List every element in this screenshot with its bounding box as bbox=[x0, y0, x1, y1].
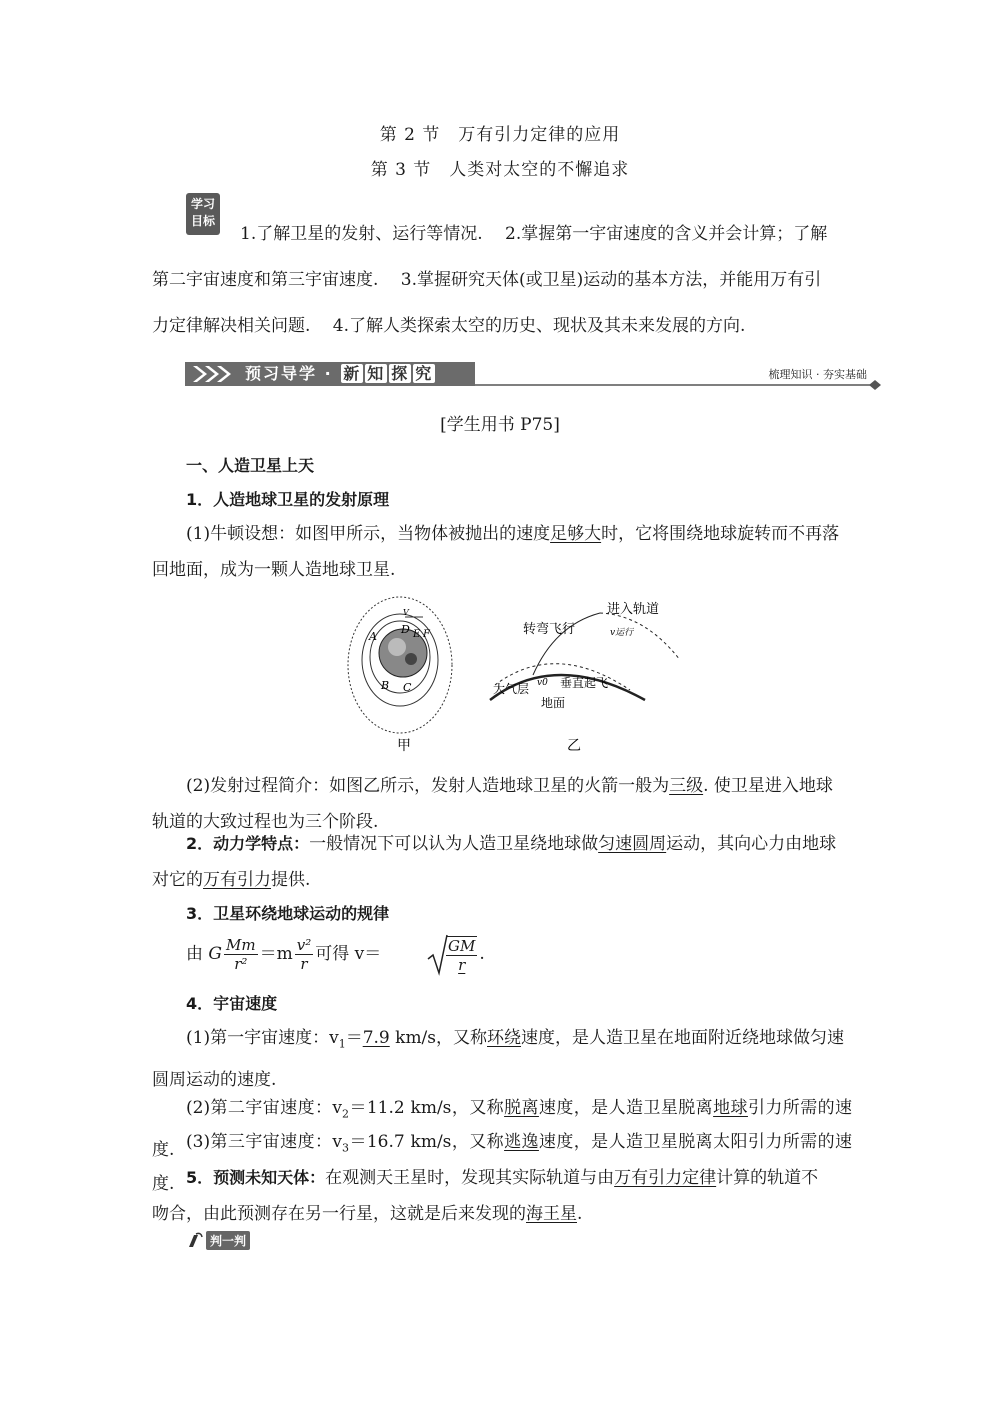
label-B: B bbox=[381, 679, 390, 692]
banner-part1: 预习导学 bbox=[245, 364, 318, 383]
p2-text-a: (2)发射过程简介：如图乙所示，发射人造地球卫星的火箭一般为 bbox=[186, 776, 670, 796]
formula-end: . bbox=[479, 944, 485, 964]
v1-text-e: 圆周运动的速度. bbox=[152, 1070, 277, 1091]
dynamics-underline-2: 万有引力 bbox=[203, 870, 271, 890]
figure-newton bbox=[348, 597, 452, 733]
pen-icon bbox=[186, 1231, 204, 1249]
v2-text-c: 速度，是人造卫星脱离 bbox=[538, 1098, 714, 1118]
label-E: E bbox=[413, 629, 421, 640]
fraction-v2-r bbox=[295, 936, 314, 973]
dynamics-underline-1: 匀速圆周 bbox=[598, 834, 667, 854]
label-V: V bbox=[403, 608, 409, 617]
fraction-Mm-r2 bbox=[224, 936, 258, 973]
preview-banner bbox=[185, 360, 885, 390]
learning-goals-badge bbox=[186, 193, 220, 235]
v3-underline: 逃逸 bbox=[504, 1132, 539, 1152]
label-A: A bbox=[369, 630, 377, 643]
predict-underline-2: 海王星 bbox=[526, 1204, 577, 1224]
v2-text-b: ＝11.2 km/s，又称 bbox=[349, 1098, 505, 1118]
caption-left: 甲 bbox=[397, 738, 411, 754]
label-atmosphere: 大气层 bbox=[493, 682, 530, 696]
label-vertical-launch: 垂直起飞 bbox=[560, 676, 609, 690]
badge-line-2: 目标 bbox=[190, 214, 215, 228]
frac-den-r: r bbox=[300, 955, 308, 973]
v1-value: 7.9 bbox=[362, 1028, 390, 1048]
launch-figures bbox=[345, 595, 685, 760]
figure-launch bbox=[490, 601, 680, 710]
label-ground: 地面 bbox=[541, 696, 566, 710]
label-C: C bbox=[403, 681, 412, 694]
v1-text-a: (1)第一宇宙速度：v bbox=[186, 1028, 339, 1048]
predict-underline-1: 万有引力定律 bbox=[614, 1168, 717, 1188]
dynamics-text-d: 提供. bbox=[271, 870, 311, 890]
predict-text-a: 在观测天王星时，发现其实际轨道与由 bbox=[325, 1168, 615, 1188]
fraction-GM-r bbox=[446, 936, 477, 974]
v2-underline-2: 地球 bbox=[713, 1098, 748, 1118]
label-v-run: v运行 bbox=[610, 628, 634, 638]
predict-text-c: 吻合，由此预测存在另一行星，这就是后来发现的 bbox=[152, 1204, 526, 1224]
subheading-1: 1．人造地球卫星的发射原理 bbox=[186, 490, 390, 509]
banner-subtitle: 梳理知识 · 夯实基础 bbox=[768, 368, 867, 381]
predict-text-b: 计算的轨道不 bbox=[716, 1168, 819, 1188]
v1-underline: 环绕 bbox=[487, 1028, 522, 1048]
predict-heading: 5．预测未知天体： bbox=[186, 1168, 326, 1187]
frac-num-GM: GM bbox=[448, 936, 476, 955]
banner-hl-3: 探 bbox=[391, 364, 410, 383]
label-v0: v0 bbox=[537, 678, 548, 688]
formula-G: G bbox=[208, 944, 222, 964]
subheading-3: 3．卫星环绕地球运动的规律 bbox=[186, 904, 390, 923]
subheading-4: 4．宇宙速度 bbox=[186, 994, 278, 1013]
banner-title bbox=[245, 362, 436, 386]
p1-text-a: (1)牛顿设想：如图甲所示，当物体被抛出的速度 bbox=[186, 524, 551, 544]
formula-you: 由 bbox=[186, 944, 203, 964]
label-D: D bbox=[401, 623, 410, 636]
dynamics-heading: 2．动力学特点： bbox=[186, 834, 310, 853]
judge-marker bbox=[186, 1230, 250, 1250]
dynamics-text-a: 一般情况下可以认为人造卫星绕地球做 bbox=[309, 834, 599, 854]
sqrt-icon bbox=[426, 933, 448, 977]
badge-line-1: 学习 bbox=[190, 197, 215, 211]
section-heading-1: 一、人造卫星上天 bbox=[186, 456, 315, 475]
formula-result: 可得 v＝ bbox=[315, 944, 382, 964]
caption-right: 乙 bbox=[567, 738, 581, 754]
objectives-line-2: 第二宇宙速度和第三宇宙速度. 3.掌握研究天体(或卫星)运动的基本方法，并能用万有引 bbox=[152, 270, 822, 290]
section-title-1: 第 2 节 万有引力定律的应用 bbox=[379, 125, 621, 145]
p2-text-c: 轨道的大致过程也为三个阶段. bbox=[152, 812, 379, 832]
p2-underline: 三级 bbox=[669, 776, 704, 796]
objectives-line-3: 力定律解决相关问题. 4.了解人类探索太空的历史、现状及其未来发展的方向. bbox=[152, 316, 746, 336]
formula-eq: ＝m bbox=[259, 944, 293, 964]
frac-num-Mm: Mm bbox=[226, 936, 256, 954]
orbit-formula bbox=[186, 932, 485, 976]
v2-sub: 2 bbox=[342, 1107, 350, 1121]
v1-text-b: ＝ bbox=[345, 1028, 363, 1048]
v3-text-c: 速度，是人造卫星脱离太阳引力所需的速度. bbox=[152, 1132, 853, 1195]
banner-dot: · bbox=[324, 364, 333, 383]
dynamics-text-b: 运动，其向心力由地球 bbox=[666, 834, 837, 854]
p1-underline: 足够大 bbox=[550, 524, 602, 544]
paragraph-newton bbox=[152, 516, 852, 588]
frac-den-r-under: r bbox=[458, 955, 466, 974]
paragraph-predict bbox=[152, 1160, 852, 1232]
p2-text-b: . 使卫星进入地球 bbox=[703, 776, 833, 796]
banner-hl-4: 究 bbox=[415, 364, 434, 383]
p1-text-b: 时，它将围绕地球旋转而不再落 bbox=[601, 524, 840, 544]
banner-hl-2: 知 bbox=[367, 364, 386, 383]
v2-text-a: (2)第二宇宙速度：v bbox=[186, 1098, 343, 1118]
predict-text-d: . bbox=[577, 1204, 583, 1224]
objectives-line-1: 1.了解卫星的发射、运行等情况. 2.掌握第一宇宙速度的含义并会计算；了解 bbox=[240, 224, 828, 244]
v3-text-a: (3)第三宇宙速度：v bbox=[186, 1132, 343, 1152]
v1-text-d: 速度，是人造卫星在地面附近绕地球做匀速 bbox=[521, 1028, 845, 1048]
frac-den-r2: r² bbox=[234, 955, 248, 973]
v1-text-c: km/s，又称 bbox=[389, 1028, 488, 1048]
cosmic-velocity-1 bbox=[152, 1020, 852, 1098]
p1-text-c: 回地面，成为一颗人造地球卫星. bbox=[152, 560, 396, 580]
v2-text-d: 引力所需的速度. bbox=[152, 1098, 853, 1161]
section-title-2: 第 3 节 人类对太空的不懈追求 bbox=[370, 160, 630, 180]
v2-underline: 脱离 bbox=[504, 1098, 539, 1118]
label-enter-orbit: 进入轨道 bbox=[607, 602, 660, 617]
dynamics-text-c: 对它的 bbox=[152, 870, 203, 890]
v3-sub: 3 bbox=[342, 1141, 350, 1155]
frac-num-v2: v² bbox=[296, 936, 312, 954]
paragraph-dynamics bbox=[152, 826, 852, 898]
label-turn: 转弯飞行 bbox=[523, 622, 576, 637]
banner-hl-1: 新 bbox=[343, 364, 362, 383]
v1-sub: 1 bbox=[338, 1037, 346, 1051]
v3-text-b: ＝16.7 km/s，又称 bbox=[349, 1132, 505, 1152]
label-F: F bbox=[423, 629, 430, 640]
judge-label: 判一判 bbox=[206, 1231, 250, 1250]
book-reference: [学生用书 P75] bbox=[440, 415, 560, 435]
